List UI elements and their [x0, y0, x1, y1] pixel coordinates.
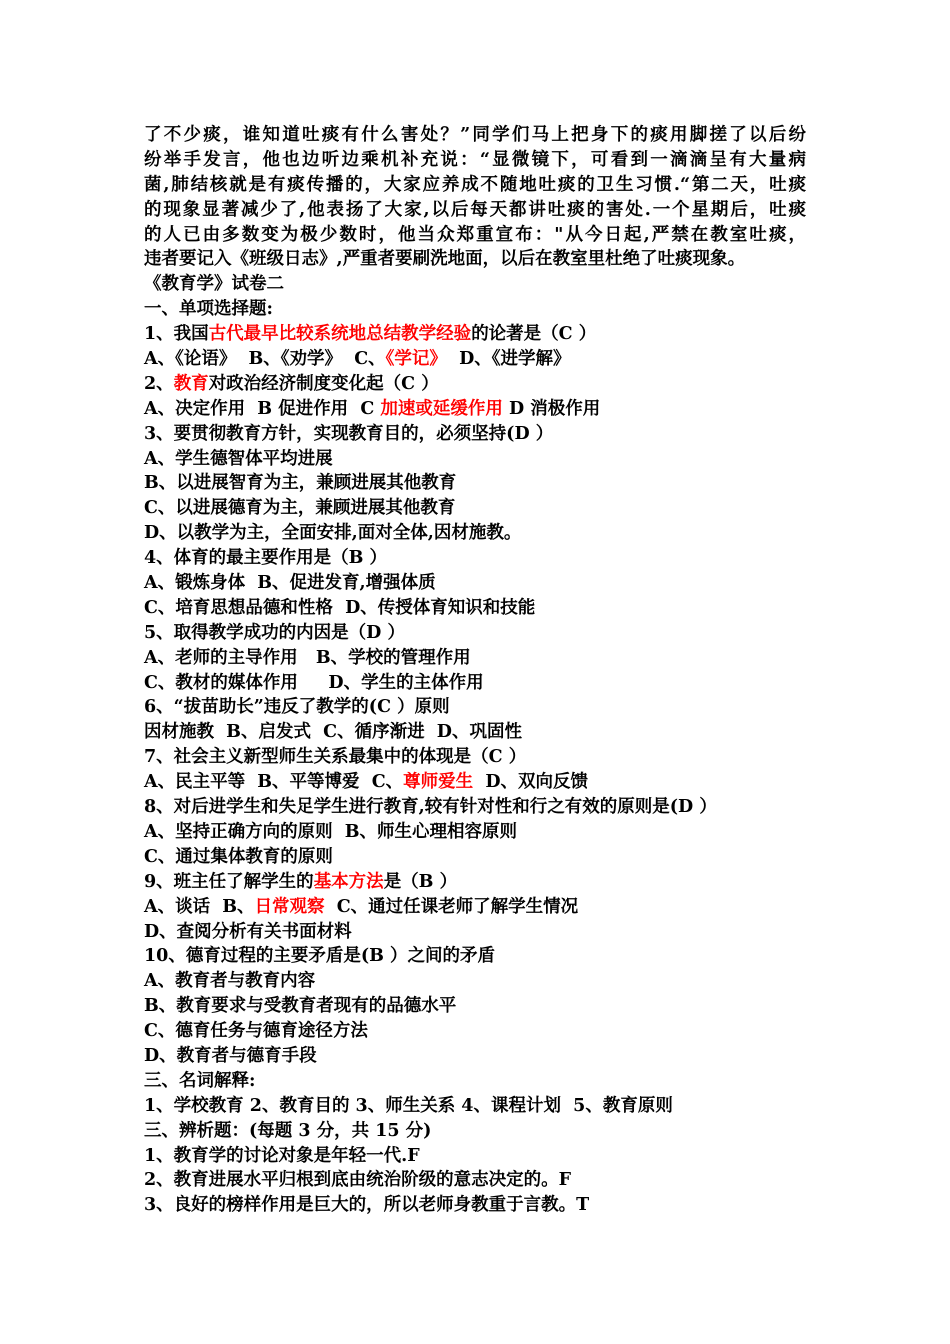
- question-2-options: A、决定作用 B 促进作用 C 加速或延缓作用 D 消极作用: [144, 398, 601, 419]
- question-9-option-d: D、查阅分析有关书面材料: [144, 921, 352, 942]
- question-6: 6、“拔苗助长”违反了教学的(C ）原则: [144, 697, 450, 718]
- section-heading-terms: 三、名词解释:: [144, 1070, 256, 1091]
- question-3: 3、要贯彻教育方针，实现教育目的，必须坚持(D ）: [144, 423, 554, 444]
- question-10: 10、德育过程的主要矛盾是(B ）之间的矛盾: [144, 946, 496, 967]
- section-heading-analysis: 三、辨析题：(每题 3 分，共 15 分): [144, 1120, 432, 1141]
- question-10-option-c: C、德育任务与德育途径方法: [144, 1021, 368, 1042]
- exam-title: 《教育学》试卷二: [144, 274, 284, 295]
- question-5: 5、取得教学成功的内因是（D ）: [144, 622, 405, 643]
- highlight-text: 基本方法: [313, 871, 384, 892]
- intro-line-2: 纷举手发言，他也边听边乘机补充说：“显微镜下，可看到一滴滴呈有大量病: [144, 149, 806, 170]
- question-8-option-c: C、通过集体教育的原则: [144, 846, 333, 867]
- question-10-option-d: D、教育者与德育手段: [144, 1045, 317, 1066]
- question-7-options: A、民主平等 B、平等博爱 C、尊师爱生 D、双向反馈: [144, 772, 589, 793]
- analysis-item-2: 2、教育进展水平归根到底由统治阶级的意志决定的。F: [144, 1170, 572, 1191]
- highlight-text: 古代最早比较系统地总结教学经验: [208, 324, 472, 345]
- question-4-options-ab: A、锻炼身体 B、促进发育,增强体质: [144, 573, 436, 594]
- question-9: 9、班主任了解学生的基本方法是（B ）: [144, 871, 458, 892]
- question-2: 2、教育对政治经济制度变化起（C ）: [144, 373, 439, 394]
- question-3-option-a: A、学生德智体平均进展: [144, 448, 333, 469]
- question-8-options-ab: A、坚持正确方向的原则 B、师生心理相容原则: [144, 821, 518, 842]
- analysis-item-3: 3、良好的榜样作用是巨大的，所以老师身教重于言教。T: [144, 1195, 590, 1216]
- intro-line-3: 菌,肺结核就是有痰传播的，大家应养成不随地吐痰的卫生习惯.“第二天，吐痰: [144, 174, 806, 195]
- question-3-option-c: C、以进展德育为主，兼顾进展其他教育: [144, 498, 456, 519]
- question-10-option-a: A、教育者与教育内容: [144, 971, 316, 992]
- question-1: 1、我国古代最早比较系统地总结教学经验的论著是（C ）: [144, 324, 597, 345]
- question-9-options: A、谈话 B、日常观察 C、通过任课老师了解学生情况: [144, 896, 579, 917]
- question-3-option-b: B、以进展智育为主，兼顾进展其他教育: [144, 473, 457, 494]
- question-3-option-d: D、以教学为主，全面安排,面对全体,因材施教。: [144, 523, 522, 544]
- highlight-text: 教育: [173, 373, 209, 394]
- question-4: 4、体育的最主要作用是（B ）: [144, 548, 388, 569]
- question-7: 7、社会主义新型师生关系最集中的体现是（C ）: [144, 747, 527, 768]
- highlight-text: 尊师爱生: [403, 772, 474, 793]
- highlight-text: 《学记》: [385, 349, 447, 370]
- intro-line-1: 了不少痰，谁知道吐痰有什么害处？”同学们马上把身下的痰用脚搓了以后纷: [144, 125, 806, 145]
- intro-line-6: 违者要记入《班级日志》,严重者要刷洗地面，以后在教室里杜绝了吐痰现象。: [144, 249, 746, 270]
- question-5-options-ab: A、老师的主导作用 B、学校的管理作用: [144, 647, 471, 668]
- question-8: 8、对后进学生和失足学生进行教育,较有针对性和行之有效的原则是(D ）: [144, 797, 717, 818]
- question-5-options-cd: C、教材的媒体作用 D、学生的主体作用: [144, 672, 484, 693]
- section-heading-choice: 一、单项选择题:: [144, 299, 273, 320]
- highlight-text: 加速或延缓作用: [380, 398, 503, 419]
- question-6-options: 因材施教 B、启发式 C、循序渐进 D、巩固性: [144, 722, 522, 743]
- question-10-option-b: B、教育要求与受教育者现有的品德水平: [144, 996, 457, 1017]
- analysis-item-1: 1、教育学的讨论对象是年轻一代.F: [144, 1145, 420, 1166]
- intro-line-5: 的人已由多数变为极少数时，他当众郑重宣布："从今日起,严禁在教室吐痰，: [144, 224, 806, 245]
- intro-line-4: 的现象显著减少了,他表扬了大家,以后每天都讲吐痰的害处.一个星期后，吐痰: [144, 199, 806, 220]
- question-4-options-cd: C、培育思想品德和性格 D、传授体育知识和技能: [144, 597, 536, 618]
- question-1-options: A、《论语》 B、《劝学》 C、《学记》 D、《进学解》: [144, 349, 571, 370]
- highlight-text: 日常观察: [254, 896, 325, 917]
- terms-list: 1、学校教育 2、教育目的 3、师生关系 4、课程计划 5、教育原则: [144, 1095, 673, 1116]
- document-page: [144, 123, 824, 1218]
